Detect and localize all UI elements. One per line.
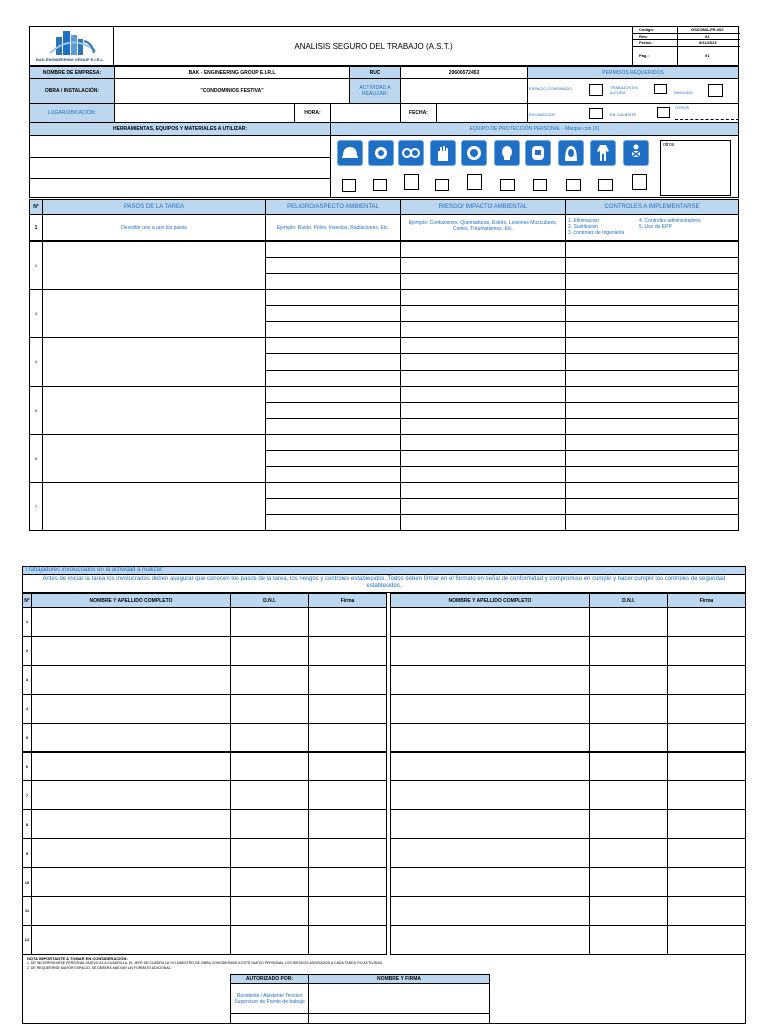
code-label: Código: [639,27,655,32]
hour-value[interactable] [330,103,401,123]
worker-sign-right[interactable] [667,780,746,810]
step-risk-cell[interactable] [400,321,566,338]
name-sign-header: NOMBRE Y FIRMA [308,974,490,984]
page-value: 01 [705,53,710,58]
auth-signature-field[interactable] [308,983,490,1014]
tools-line-1[interactable] [29,135,331,158]
none-label: NINGUNO [674,90,693,95]
worker-name-left[interactable] [31,925,231,955]
worker-name-right[interactable] [390,838,590,868]
hood-icon [558,140,584,166]
worker-name-right[interactable] [390,636,590,666]
place-label: LUGAR/UBICACIÓN: [29,103,115,123]
worker-row-number: 7 [22,780,32,810]
worker-dni-right[interactable] [589,694,668,724]
control-3: 3. controles de Ingenieria [568,230,625,236]
confined-checkbox[interactable] [589,84,603,96]
worker-name-right[interactable] [390,607,590,637]
height-checkbox[interactable] [654,84,667,94]
step-risk-cell[interactable] [400,241,566,258]
doc-meta [632,27,739,65]
worker-sign-right[interactable] [667,925,746,955]
workers-note: Antes de iniciar la tarea los involucrados deben asegurar que conocen los pasos de la tarea, los riesgos y controles establecidos. Todos deben firmar en el formato en señal de conformidad y compromiso en cumplir y hacer cumplir los controles de seguridad establecidos. [22,574,746,593]
worker-row-number: 2 [22,636,32,666]
example-step: Describir uno a uno los pasos [42,214,266,241]
step-controls-cell[interactable] [565,337,739,354]
date-value: 9/11/2023 [699,40,717,45]
worker-name-right[interactable] [390,896,590,926]
hour-label: HORA: [294,103,331,123]
step-risk-cell[interactable] [400,370,566,387]
step-controls-cell[interactable] [565,305,739,322]
ppe-others-label: otros [663,142,675,148]
worker-dni-left[interactable] [230,925,309,955]
date-label: Fecha: [639,40,652,45]
example-risk-text: Ejemplo: Contusiones, Quemaduras, Estrés, Lesiones Musculares, Cortes, Traumatismos, Etc. [408,220,558,232]
step-risk-cell[interactable] [400,257,566,274]
step-hazard-cell[interactable] [265,353,401,370]
step-description[interactable] [42,289,266,338]
worker-name-left[interactable] [31,896,231,926]
step-hazard-cell[interactable] [265,337,401,354]
worker-sign-right[interactable] [667,867,746,897]
step-hazard-cell[interactable] [265,482,401,499]
page-title: ANALISIS SEGURO DEL TRABAJO (A.S.T.) [294,41,453,51]
step-controls-cell[interactable] [565,289,739,306]
worker-dni-left[interactable] [230,636,309,666]
step-risk-cell[interactable] [400,482,566,499]
example-hazard: Ejemplo: Ruido, Polvo, Insectos, Radiaciones, Etc. [265,214,401,241]
worker-sign-right[interactable] [667,752,746,782]
step-controls-cell[interactable] [565,498,739,515]
worker-row-number: 6 [22,752,32,782]
permits-row-1 [527,78,739,104]
activity-value[interactable] [400,78,528,104]
worker-dni-right[interactable] [589,896,668,926]
step-risk-cell[interactable] [400,418,566,435]
example-risk [400,214,566,241]
step-hazard-cell[interactable] [265,370,401,387]
step-hazard-cell[interactable] [265,498,401,515]
worker-sign-left[interactable] [308,925,387,955]
ruc-value[interactable]: 20606572453 [400,66,528,79]
col-hazard-header: PELIGRO/ASPECTO AMBIENTAL [265,199,401,215]
step-hazard-cell[interactable] [265,466,401,483]
date-field-label: FECHA: [400,103,437,123]
step-risk-cell[interactable] [400,450,566,467]
worker-sign-left[interactable] [308,809,387,839]
worker-dni-right[interactable] [589,809,668,839]
ear-protection-icon [368,140,394,166]
step-controls-cell[interactable] [565,273,739,290]
tools-line-3[interactable] [29,178,331,198]
workers-col-name-right: NOMBRE Y APELLIDO COMPLETO [390,593,590,608]
worker-sign-left[interactable] [308,896,387,926]
workers-col-no-left: N° [22,593,32,608]
tools-header: HERRAMIENTAS, EQUIPOS Y MATERIALES A UTILIZAR: [29,122,331,136]
step-controls-cell[interactable] [565,466,739,483]
workers-col-dni-right: D.N.I. [589,593,668,608]
step-risk-cell[interactable] [400,353,566,370]
worker-row-number: 4 [22,694,32,724]
company-value[interactable]: BAK - ENGINEERING GROUP E.I.R.L [114,66,350,79]
permits-header: PERMISOS REQUERIDOS [527,66,739,79]
step-controls-cell[interactable] [565,450,739,467]
control-5: 5. Uso de EPP [639,224,672,230]
worker-row-number: 5 [22,723,32,753]
ruc-label: RUC [349,66,401,79]
footer-note-1: 1. DE INCORPORARSE PERSONAL NUEVO A LA CUADRILLA, EL JEFE DE CUADRILLA Y/O MAESTRO DE OBRA CONSIDERARÁ A ESTE NUEVO PERSONAL LOS RIESGOS ASOCIADOS A CADA TAREA Y/O ACTIVIDAD. [27,961,384,965]
auth-extra-left[interactable] [230,1013,309,1024]
step-hazard-cell[interactable] [265,514,401,531]
worker-name-right[interactable] [390,752,590,782]
step-risk-cell[interactable] [400,402,566,419]
worker-sign-left[interactable] [308,636,387,666]
workers-col-sign-left: Firma [308,593,387,608]
worker-dni-left[interactable] [230,694,309,724]
respirator-icon [494,140,520,166]
step-hazard-cell[interactable] [265,321,401,338]
footer-note-2: 2. DE REQUERIRSE MAYOR ESPACIO, SE DEBERÁ ANEXAR UN FORMATO ADICIONAL. [27,965,172,970]
rev-label: Rev.: [639,34,649,39]
harness-icon [623,140,649,166]
worker-dni-left[interactable] [230,752,309,782]
work-value[interactable]: "CONDOMINIOS FESTIVA" [114,78,350,104]
worker-dni-left[interactable] [230,780,309,810]
worker-name-left[interactable] [31,838,231,868]
hot-label: EN CALIENTE [610,112,637,117]
step-hazard-cell[interactable] [265,289,401,306]
worker-dni-left[interactable] [230,896,309,926]
step-hazard-cell[interactable] [265,305,401,322]
step-risk-cell[interactable] [400,305,566,322]
worker-dni-left[interactable] [230,838,309,868]
step-risk-cell[interactable] [400,289,566,306]
others-label: OTROS [675,105,690,110]
step-description[interactable] [42,241,266,290]
worker-dni-left[interactable] [230,867,309,897]
worker-row-number: 1 [22,607,32,637]
col-steps-header: PASOS DE LA TAREA [42,199,266,215]
step-controls-cell[interactable] [565,402,739,419]
excavation-label: EXCAVACION [529,112,555,117]
height-label: TRABAJOS EN ALTURA [610,85,638,95]
work-label: OBRA / INSTALACIÓN: [29,78,115,104]
ppe-others-box[interactable] [660,140,731,196]
logo [30,27,114,65]
worker-sign-right[interactable] [667,665,746,695]
worker-name-left[interactable] [31,867,231,897]
worker-row-number: 10 [22,867,32,897]
company-label: NOMBRE DE EMPRESA: [29,66,115,79]
col-controls-header: CONTROLES A IMPLEMENTARSE [565,199,739,215]
worker-sign-right[interactable] [667,694,746,724]
worker-dni-right[interactable] [589,925,668,955]
worker-sign-left[interactable] [308,780,387,810]
ppe-checkbox-6[interactable] [500,179,515,191]
others-line[interactable] [675,119,739,120]
worker-name-left[interactable] [31,636,231,666]
worker-dni-right[interactable] [589,838,668,868]
hot-checkbox[interactable] [657,107,670,118]
permits-row-2 [527,103,739,123]
worker-sign-right[interactable] [667,636,746,666]
step-hazard-cell[interactable] [265,273,401,290]
ppe-checkbox-3[interactable] [404,174,419,190]
step-row-number: 3 [29,289,43,338]
worker-name-left[interactable] [31,723,231,753]
worker-sign-left[interactable] [308,665,387,695]
step-controls-cell[interactable] [565,321,739,338]
ppe-checkbox-2[interactable] [373,179,387,191]
tools-line-2[interactable] [29,157,331,179]
worker-dni-left[interactable] [230,723,309,753]
page-label: Pág.: [639,53,649,58]
step-risk-cell[interactable] [400,498,566,515]
ppe-checkbox-5[interactable] [467,174,482,190]
worker-name-left[interactable] [31,665,231,695]
worker-name-left[interactable] [31,752,231,782]
step-description[interactable] [42,386,266,435]
step-hazard-cell[interactable] [265,434,401,451]
worker-dni-right[interactable] [589,780,668,810]
step-controls-cell[interactable] [565,514,739,531]
gloves-icon [430,140,456,166]
worker-sign-left[interactable] [308,752,387,782]
worker-sign-left[interactable] [308,838,387,868]
step-hazard-cell[interactable] [265,450,401,467]
ppe-checkbox-7[interactable] [533,179,547,191]
step-row-number: 2 [29,241,43,290]
control-4: 4. Controles administrativos [639,218,701,224]
worker-dni-right[interactable] [589,607,668,637]
step-controls-cell[interactable] [565,370,739,387]
worker-dni-left[interactable] [230,665,309,695]
step-risk-cell[interactable] [400,466,566,483]
excavation-checkbox[interactable] [589,108,603,119]
worker-name-left[interactable] [31,809,231,839]
workers-col-dni-left: D.N.I. [230,593,309,608]
control-2: 2. Sustitucion [568,224,599,230]
worker-dni-left[interactable] [230,809,309,839]
code-value: GSSOMA-FR-002 [691,27,724,32]
ppe-checkbox-1[interactable] [342,179,356,192]
ear-plugs-icon [461,140,487,166]
step-controls-cell[interactable] [565,257,739,274]
worker-name-right[interactable] [390,867,590,897]
worker-sign-left[interactable] [308,723,387,753]
ppe-checkbox-10[interactable] [632,174,647,190]
worker-name-right[interactable] [390,809,590,839]
step-controls-cell[interactable] [565,482,739,499]
example-row-no: 1 [29,214,43,241]
step-hazard-cell[interactable] [265,386,401,403]
auth-role: Residente / Asistente Tecnico Supervisor de Frente de trabajo [230,983,309,1014]
worker-name-left[interactable] [31,780,231,810]
col-no-header: N° [29,199,43,215]
step-row-number: 7 [29,482,43,531]
workers-title: Trabajadores involucrados en la actividad a realizar: [22,566,746,575]
step-risk-cell[interactable] [400,434,566,451]
goggles-icon [398,140,424,166]
confined-label: ESPACIO CONFINADO [529,86,572,91]
worker-dni-left[interactable] [230,607,309,637]
activity-label: ACTIVIDAD A REALIZAR: [349,78,401,104]
worker-dni-right[interactable] [589,867,668,897]
footer-note [27,956,527,970]
worker-name-right[interactable] [390,723,590,753]
example-controls [565,214,739,241]
step-hazard-cell[interactable] [265,257,401,274]
step-controls-cell[interactable] [565,418,739,435]
helmet-icon [337,140,363,166]
date-field-value[interactable] [436,103,528,123]
worker-sign-right[interactable] [667,896,746,926]
face-shield-icon [525,140,551,166]
footer-note-title: NOTA IMPORTANTE A TOMAR EN CONSIDERACIÓN: [27,956,128,961]
worker-row-number: 12 [22,925,32,955]
rev-value: 02 [705,34,710,39]
ppe-checkbox-4[interactable] [435,179,449,191]
step-row-number: 4 [29,337,43,386]
worker-dni-right[interactable] [589,752,668,782]
worker-row-number: 8 [22,809,32,839]
step-hazard-cell[interactable] [265,402,401,419]
step-controls-cell[interactable] [565,386,739,403]
ppe-checkbox-9[interactable] [598,179,613,191]
step-hazard-cell[interactable] [265,418,401,435]
worker-name-right[interactable] [390,925,590,955]
ppe-checkbox-8[interactable] [566,179,581,191]
workers-col-sign-right: Firma [667,593,746,608]
step-description[interactable] [42,337,266,386]
step-controls-cell[interactable] [565,353,739,370]
ppe-header: EQUIPO DE PROTECCIÓN PERSONAL - Marque con (X) [330,122,739,136]
worker-dni-right[interactable] [589,665,668,695]
worker-name-left[interactable] [31,694,231,724]
step-controls-cell[interactable] [565,434,739,451]
worker-sign-right[interactable] [667,723,746,753]
step-risk-cell[interactable] [400,514,566,531]
place-value[interactable] [114,103,295,123]
worker-name-left[interactable] [31,607,231,637]
worker-sign-left[interactable] [308,694,387,724]
worker-name-right[interactable] [390,665,590,695]
auth-header: AUTORIZADO POR: [230,974,309,984]
col-risk-header: RIESGO/ IMPACTO AMBIENTAL [400,199,566,215]
step-row-number: 5 [29,386,43,435]
worker-sign-right[interactable] [667,838,746,868]
step-controls-cell[interactable] [565,241,739,258]
worker-name-right[interactable] [390,694,590,724]
workers-col-name-left: NOMBRE Y APELLIDO COMPLETO [31,593,231,608]
worker-row-number: 3 [22,665,32,695]
step-description[interactable] [42,434,266,483]
worker-name-right[interactable] [390,780,590,810]
logo-text: BAK ENGINEERING GROUP E.I.R.L. [36,57,105,62]
step-description[interactable] [42,482,266,531]
worker-row-number: 9 [22,838,32,868]
worker-sign-left[interactable] [308,867,387,897]
step-risk-cell[interactable] [400,273,566,290]
worker-sign-right[interactable] [667,607,746,637]
none-checkbox[interactable] [708,84,723,97]
step-risk-cell[interactable] [400,386,566,403]
auth-extra-right[interactable] [308,1013,490,1024]
step-risk-cell[interactable] [400,337,566,354]
worker-dni-right[interactable] [589,636,668,666]
step-row-number: 6 [29,434,43,483]
worker-sign-right[interactable] [667,809,746,839]
worker-sign-left[interactable] [308,607,387,637]
worker-row-number: 11 [22,896,32,926]
worker-dni-right[interactable] [589,723,668,753]
coverall-icon [590,140,616,166]
control-1: 1. Eliminacion [568,218,600,224]
step-hazard-cell[interactable] [265,241,401,258]
